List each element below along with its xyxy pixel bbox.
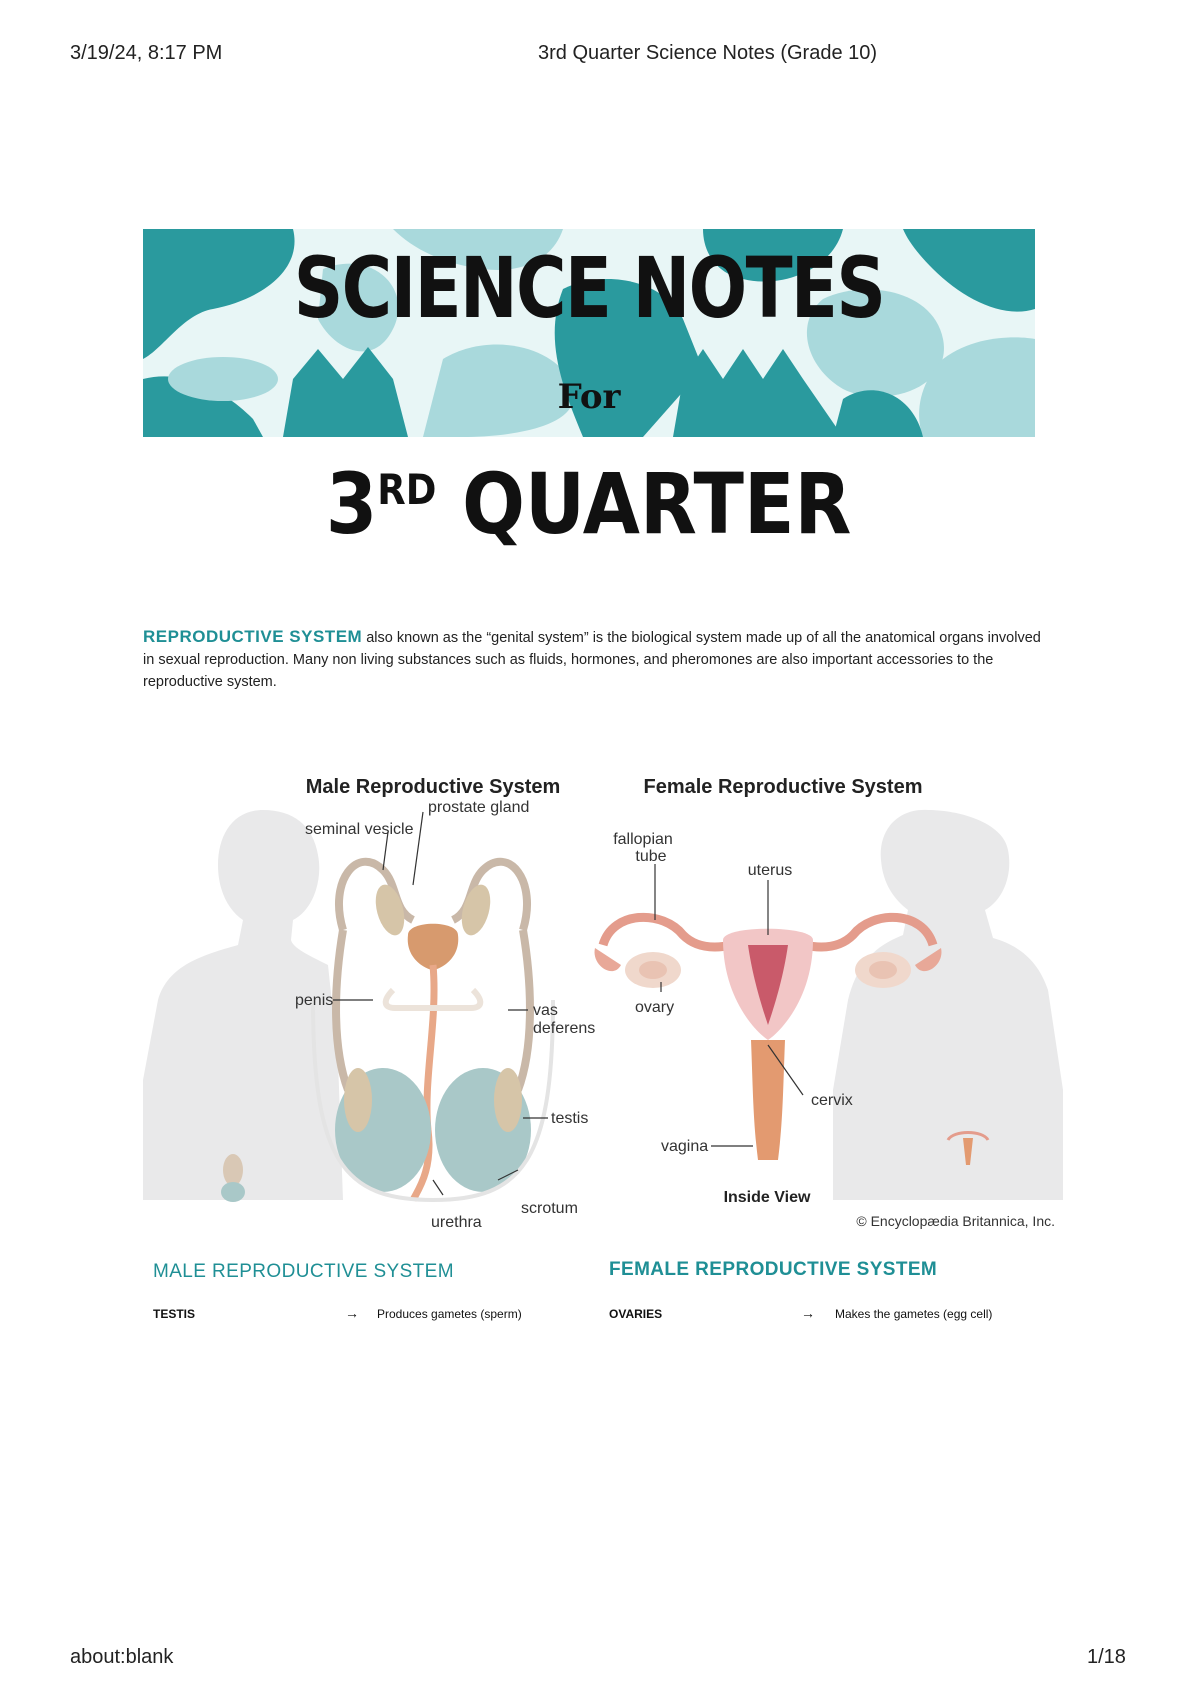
- quarter-heading: [143, 455, 1035, 553]
- female-arrow: →: [801, 1305, 815, 1321]
- label-fallopian: fallopian: [613, 831, 673, 848]
- label-vas: vas: [533, 1002, 558, 1019]
- label-scrotum: scrotum: [521, 1200, 578, 1217]
- quarter-word: QUARTER: [462, 455, 852, 553]
- female-heading: Female Reproductive System: [643, 776, 923, 798]
- label-cervix: cervix: [811, 1092, 853, 1109]
- male-heading: Male Reproductive System: [305, 776, 561, 798]
- figure-credit: © Encyclopædia Britannica, Inc.: [856, 1213, 1055, 1229]
- label-penis: penis: [295, 992, 334, 1009]
- quarter-number: 3: [326, 455, 378, 553]
- print-doc-title: 3rd Quarter Science Notes (Grade 10): [538, 42, 878, 64]
- quarter-suffix: RD: [377, 465, 437, 514]
- label-prostate-gland: prostate gland: [428, 799, 530, 816]
- intro-keyword: REPRODUCTIVE SYSTEM: [143, 627, 363, 646]
- female-term: OVARIES: [609, 1307, 663, 1321]
- label-vagina: vagina: [661, 1138, 709, 1155]
- label-seminal-vesicle: seminal vesicle: [305, 821, 414, 838]
- label-uterus: uterus: [747, 862, 793, 879]
- female-section-title: FEMALE REPRODUCTIVE SYSTEM: [609, 1259, 938, 1280]
- banner-title: SCIENCE NOTES: [293, 239, 885, 337]
- male-definition: Produces gametes (sperm): [377, 1307, 522, 1321]
- female-silhouette: [833, 810, 1063, 1200]
- intro-paragraph: [143, 626, 1043, 693]
- label-ovary: ovary: [635, 999, 675, 1016]
- label-urethra: urethra: [431, 1214, 482, 1231]
- male-term: TESTIS: [153, 1307, 196, 1321]
- male-arrow: →: [345, 1305, 359, 1321]
- female-definition: Makes the gametes (egg cell): [835, 1307, 993, 1321]
- print-page-number: 1/18: [1087, 1646, 1126, 1668]
- label-testis: testis: [551, 1110, 589, 1127]
- print-footer-url: about:blank: [70, 1646, 174, 1668]
- intro-text: also known as the “genital system” is the biological system made up of all the anatomical organs involved in sexual reproduction. Many non living substances such as fluids, hormones, and pheromones are also important accessories to the reproductive system.: [143, 630, 1041, 690]
- male-section-title: MALE REPRODUCTIVE SYSTEM: [153, 1261, 454, 1282]
- label-deferens: deferens: [533, 1020, 596, 1037]
- banner-for: For: [557, 377, 621, 417]
- label-tube: tube: [635, 848, 667, 865]
- label-inside-view: Inside View: [723, 1189, 811, 1206]
- title-banner: [143, 229, 1035, 437]
- print-datetime: 3/19/24, 8:17 PM: [70, 42, 223, 64]
- reproductive-diagram: [143, 760, 1063, 1240]
